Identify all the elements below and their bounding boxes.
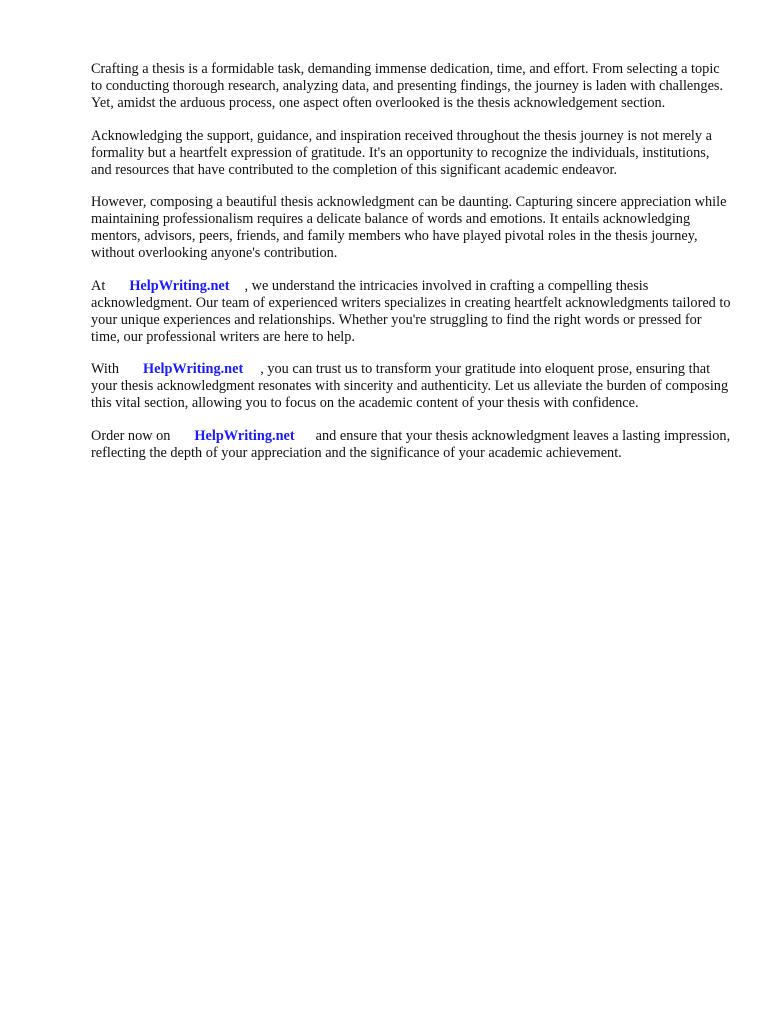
paragraph-text-before: With [91, 361, 120, 377]
paragraph-text-before: Order now on [91, 427, 171, 444]
paragraph-acknowledging: Acknowledging the support, guidance, and inspiration received throughout the thesis journey is not merely a formality but a heartfelt expression of gratitude. It's an opportunity to recognize the individuals, institutions, and resources that have contributed to the completion of this significant academic endeavor. [91, 127, 712, 178]
paragraph-with-helpwriting [91, 361, 731, 412]
paragraph-text-before: At [91, 277, 106, 294]
paragraph-text-after: and ensure that your thesis acknowledgment leaves a lasting impression, reflecting the depth of your appreciation and the significance of your academic achievement. [91, 427, 731, 461]
paragraph-order-now [91, 428, 731, 462]
paragraph-text-after: , you can trust us to transform your gratitude into eloquent prose, ensuring that your thesis acknowledgment resonates with sincerity and authenticity. Let us alleviate the burden of composing this vital section, allowing you to focus on the academic content of your thesis with confidence. [91, 361, 729, 411]
paragraph-at-helpwriting [91, 278, 731, 346]
paragraph-however: However, composing a beautiful thesis acknowledgment can be daunting. Capturing sincere appreciation while maintaining professionalism requires a delicate balance of words and emotions. It entails acknowledging mentors, advisors, peers, friends, and family members who have played pivotal roles in the thesis journey, without overlooking anyone's contribution. [91, 194, 727, 261]
paragraph-intro: Crafting a thesis is a formidable task, demanding immense dedication, time, and effort. From selecting a topic to conducting thorough research, analyzing data, and presenting findings, the journey is laden with challenges. Yet, amidst the arduous process, one aspect often overlooked is the thesis acknowledgement section. [91, 61, 724, 111]
paragraph-text-after: , we understand the intricacies involved in crafting a compelling thesis acknowledgment. Our team of experienced writers specializes in creating heartfelt acknowledgments tailored to your unique experiences and relationships. Whether you're struggling to find the right words or pressed for time, our professional writers are here to help. [91, 277, 731, 345]
document-page [91, 61, 731, 477]
helpwriting-link[interactable]: HelpWriting.net [143, 361, 244, 377]
helpwriting-link[interactable]: HelpWriting.net [129, 277, 230, 294]
helpwriting-link[interactable]: HelpWriting.net [194, 427, 295, 444]
